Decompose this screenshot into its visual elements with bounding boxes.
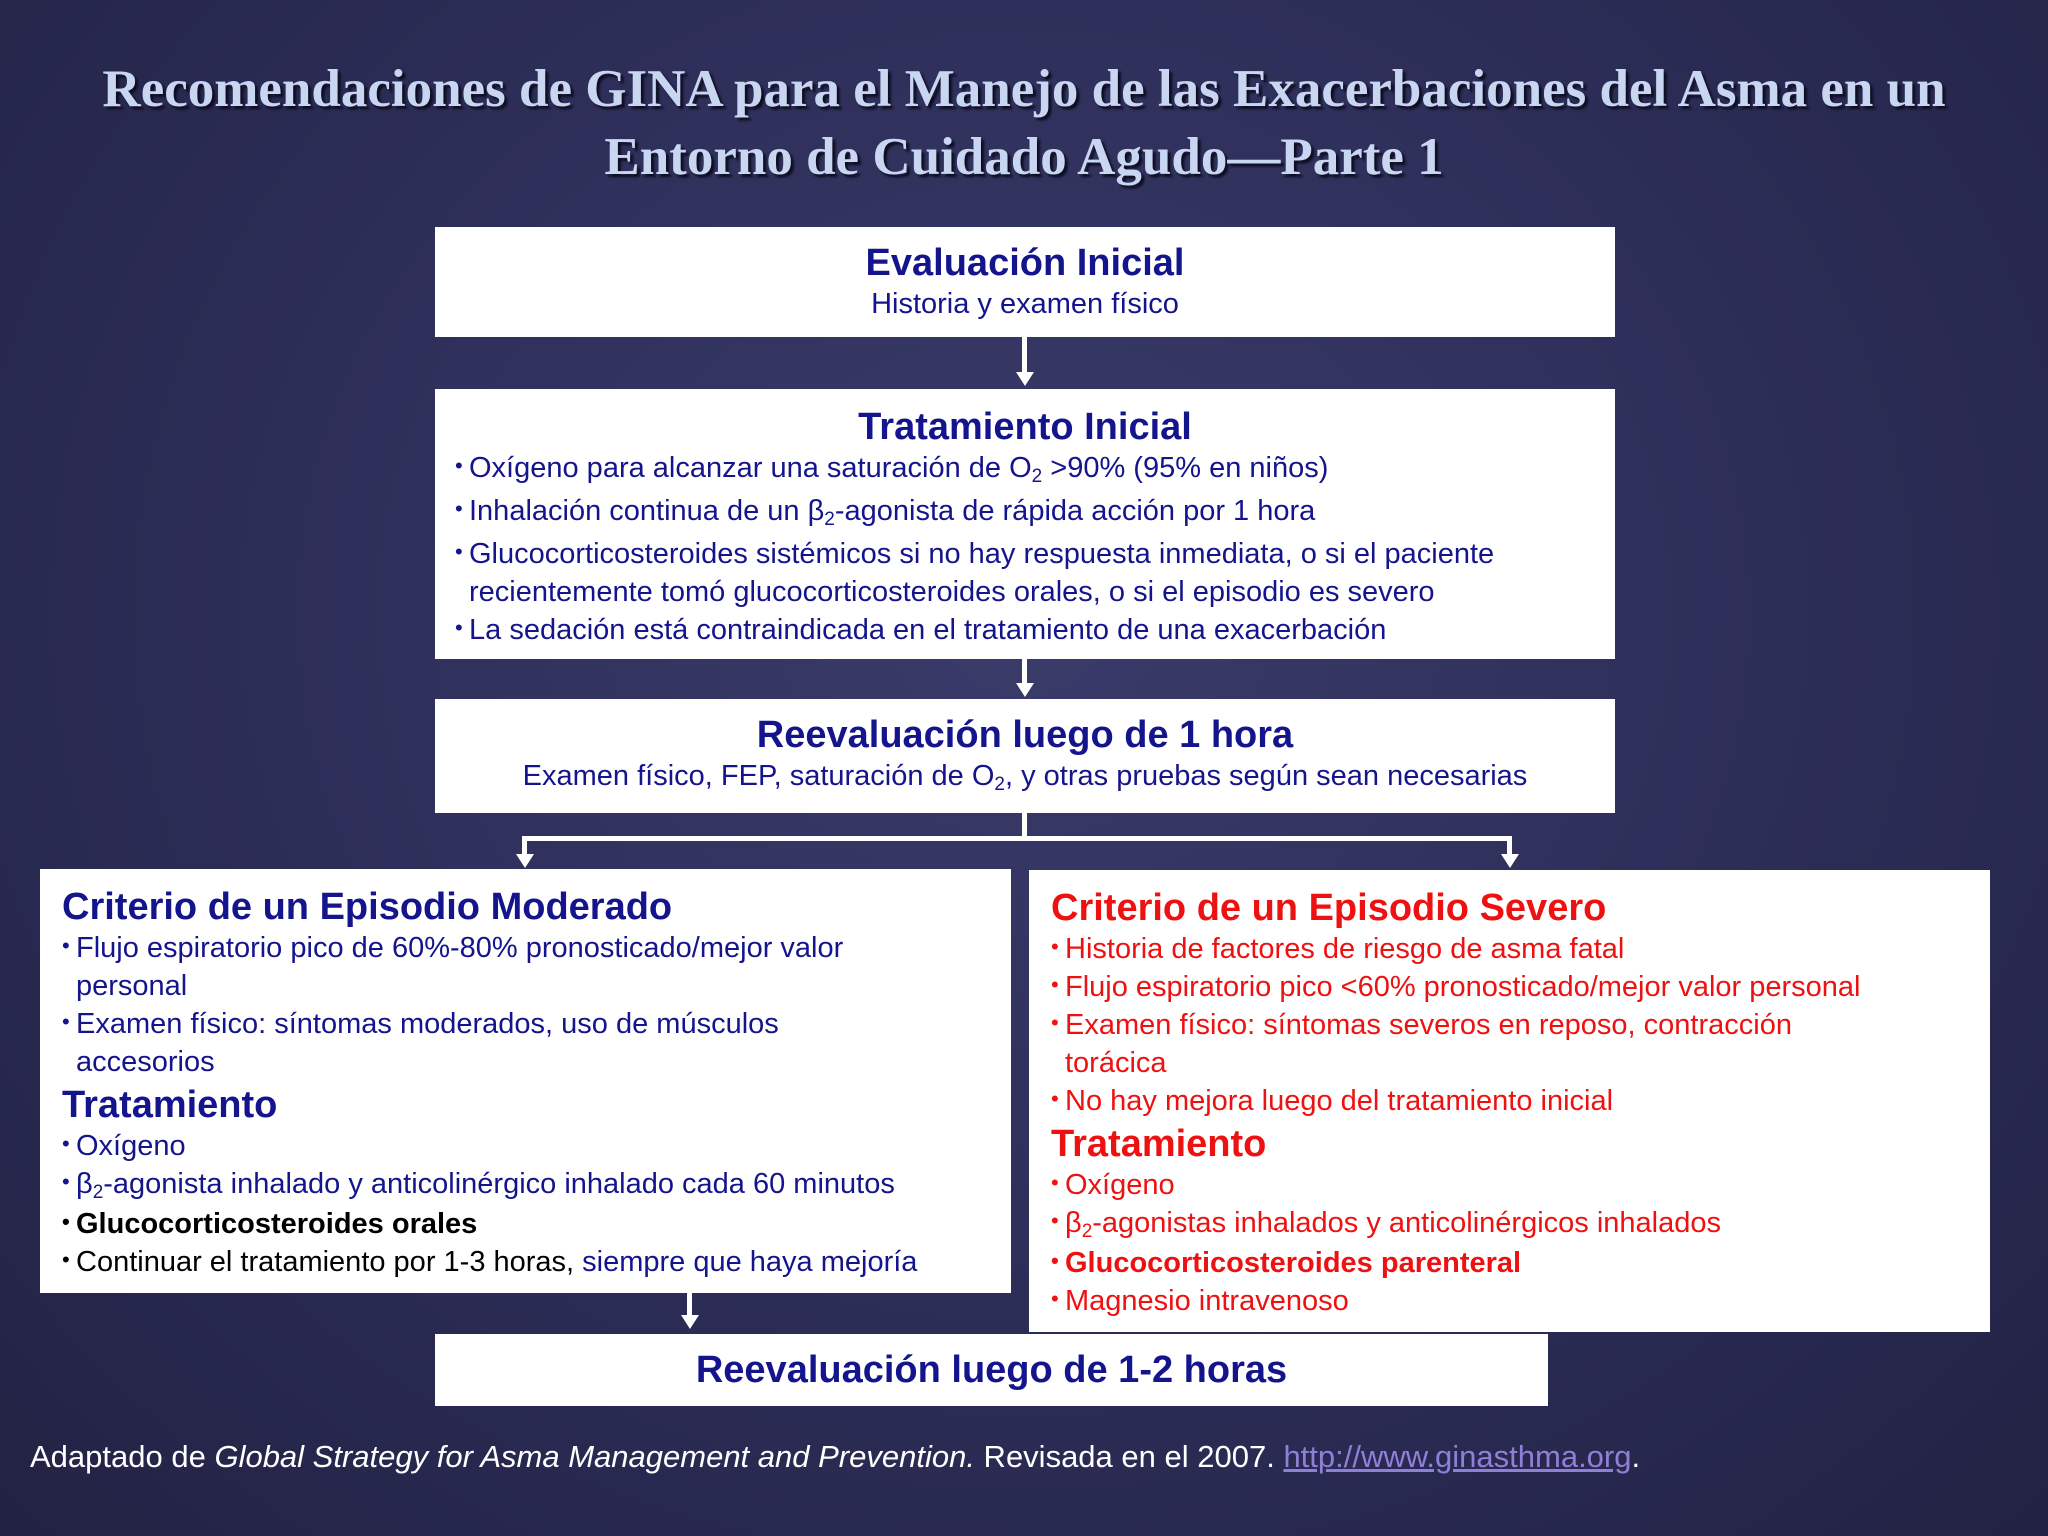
list-item: • Oxígeno — [1051, 1166, 1980, 1204]
initial-treatment-list — [455, 449, 1595, 649]
connector-line — [522, 836, 1512, 841]
list-item: • Examen físico: síntomas severos en reposo, contracción torácica — [1051, 1006, 1980, 1082]
reassessment-1h-subtitle: Examen físico, FEP, saturación de $O_2$, y otras pruebas según sean necesarias — [522, 760, 1528, 795]
source-title: Global Strategy for Asma Management and Prevention. — [214, 1439, 975, 1474]
list-item: • $\beta_2$-agonistas inhalados y anticolinérgicos inhalados — [1051, 1204, 1980, 1242]
slide-title — [0, 55, 2048, 191]
reassessment-1h-heading: Reevaluación luego de 1 hora — [756, 714, 1294, 756]
moderate-treatment-list — [62, 1127, 1001, 1203]
initial-assessment-box — [435, 227, 1615, 337]
arrowhead — [1016, 372, 1034, 386]
arrowhead — [1501, 854, 1519, 868]
gina-link[interactable]: http://www.ginasthma.org — [1283, 1439, 1632, 1474]
moderate-treatment-list-cont — [62, 1205, 1001, 1281]
severe-criteria-heading: Criterio de un Episodio Severo — [1051, 887, 1607, 929]
list-item: • $\beta_2$-agonista inhalado y anticolinérgico inhalado cada 60 minutos — [62, 1165, 1001, 1203]
list-item: • Examen físico: síntomas moderados, uso de músculos accesorios — [62, 1005, 1001, 1081]
list-item: • Magnesio intravenoso — [1051, 1282, 1980, 1320]
list-item: • La sedación está contraindicada en el tratamiento de una exacerbación — [455, 611, 1595, 649]
list-item: • Glucocorticosteroides orales — [62, 1205, 1001, 1243]
moderate-treatment-heading: Tratamiento — [62, 1084, 278, 1126]
moderate-criteria-heading: Criterio de un Episodio Moderado — [62, 886, 673, 928]
severe-treatment-list — [1051, 1166, 1980, 1320]
reassessment-1-2h-box — [435, 1334, 1548, 1406]
arrowhead — [681, 1315, 699, 1329]
reassessment-1h-box — [435, 699, 1615, 813]
list-item: • Oxígeno para alcanzar una saturación de $O_2 >90\%$ (95% en niños) — [455, 449, 1595, 487]
severe-episode-box — [1029, 870, 1990, 1332]
initial-assessment-subtitle: Historia y examen físico — [871, 288, 1179, 320]
arrowhead — [516, 854, 534, 868]
list-item: • Glucocorticosteroides parenteral — [1051, 1244, 1980, 1282]
severe-criteria-list — [1051, 930, 1980, 1120]
initial-treatment-box — [435, 389, 1615, 659]
list-item: • Flujo espiratorio pico de 60%-80% pronosticado/mejor valor personal — [62, 929, 1001, 1005]
list-item: • Flujo espiratorio pico <60% pronosticado/mejor valor personal — [1051, 968, 1980, 1006]
connector-line — [522, 836, 527, 854]
list-item: • Oxígeno — [62, 1127, 1001, 1165]
slide-title-line-2: Entorno de Cuidado Agudo—Parte 1 — [604, 128, 1444, 186]
list-item: • Glucocorticosteroides sistémicos si no hay respuesta inmediata, o si el paciente recientemente tomó glucocorticosteroides orales, o si el episodio es severo — [455, 535, 1595, 611]
source-citation: Adaptado de Global Strategy for Asma Management and Prevention. Revisada en el 2007. http://www.ginasthma.org. — [30, 1439, 1641, 1474]
reassessment-1-2h-heading: Reevaluación luego de 1-2 horas — [695, 1349, 1288, 1391]
initial-treatment-heading: Tratamiento Inicial — [858, 406, 1192, 448]
initial-assessment-heading: Evaluación Inicial — [865, 242, 1185, 284]
connector-line — [1507, 836, 1512, 854]
list-item: • No hay mejora luego del tratamiento inicial — [1051, 1082, 1980, 1120]
list-item: • Historia de factores de riesgo de asma fatal — [1051, 930, 1980, 968]
connector-line — [687, 1293, 692, 1315]
list-item: • Continuar el tratamiento por 1-3 horas, siempre que haya mejoría — [62, 1243, 1001, 1281]
severe-treatment-heading: Tratamiento — [1051, 1123, 1267, 1165]
connector-line — [1022, 337, 1027, 374]
list-item: • Inhalación continua de un $\beta_2$-agonista de rápida acción por 1 hora — [455, 492, 1595, 530]
moderate-episode-box — [40, 869, 1011, 1293]
slide-title-line-1: Recomendaciones de GINA para el Manejo de las Exacerbaciones del Asma en un — [102, 60, 1946, 118]
connector-line — [1022, 659, 1027, 683]
moderate-criteria-list — [62, 929, 1001, 1081]
arrowhead — [1016, 683, 1034, 697]
